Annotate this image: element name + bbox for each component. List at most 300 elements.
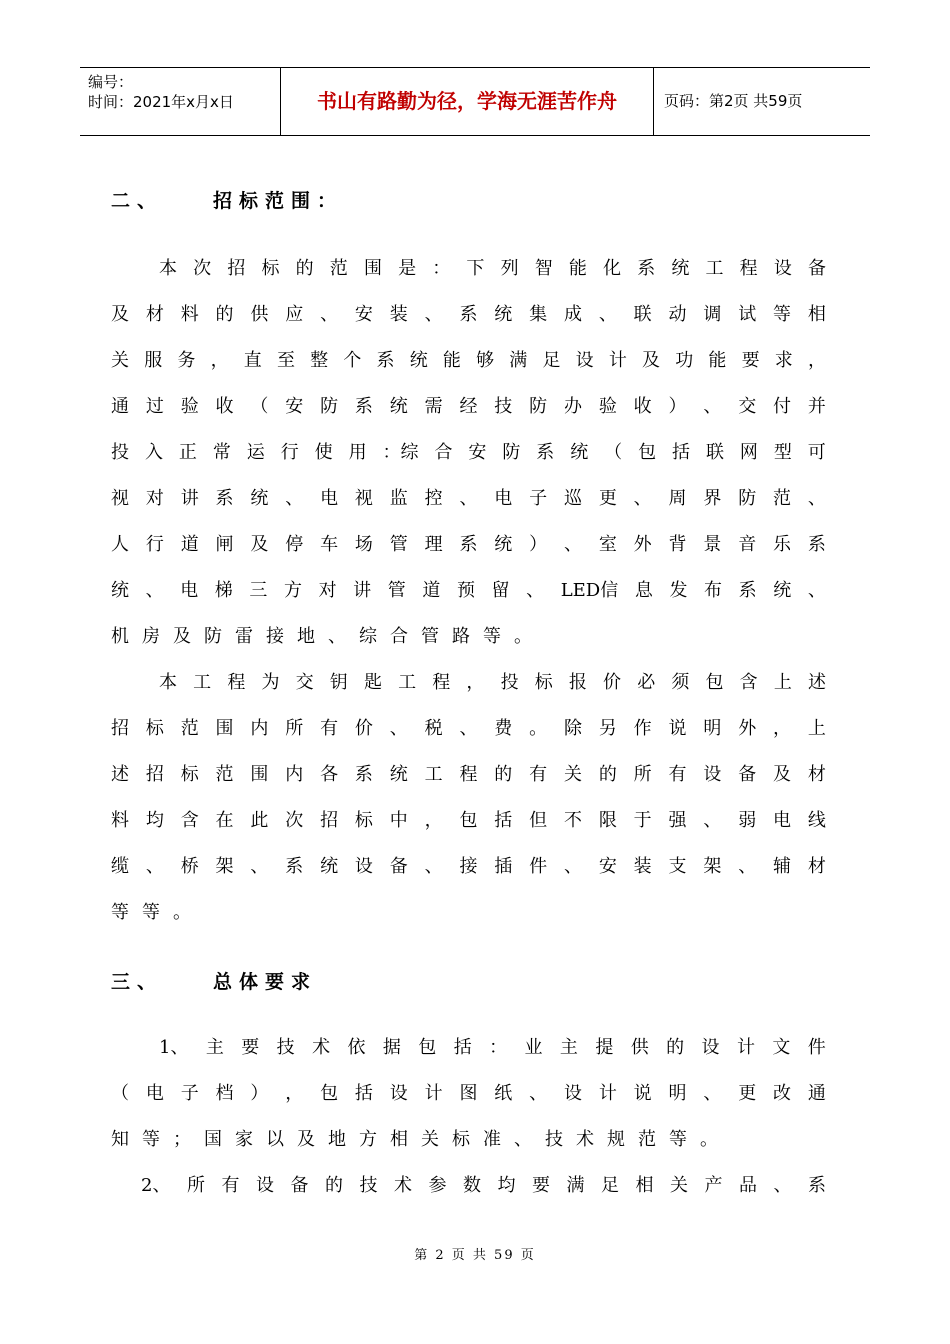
text-glyph: 料 — [180, 304, 199, 325]
text-line — [111, 522, 826, 568]
text-glyph: 。 — [514, 626, 532, 647]
text-glyph: 有 — [529, 764, 548, 785]
text-glyph: 标 — [180, 764, 199, 785]
text-line — [111, 246, 826, 292]
text-line — [111, 752, 826, 798]
text-glyph: 路 — [452, 626, 470, 647]
text-glyph: 集 — [529, 304, 548, 325]
text-glyph: 验 — [598, 396, 617, 417]
text-glyph: 材 — [807, 764, 826, 785]
text-glyph: ， — [807, 350, 826, 371]
text-glyph: 运 — [246, 442, 265, 463]
text-glyph: 招 — [111, 718, 129, 739]
text-glyph: 求 — [774, 350, 793, 371]
text-glyph: 背 — [668, 534, 687, 555]
text-glyph: 税 — [424, 718, 443, 739]
text-glyph: 下 — [466, 258, 485, 279]
text-glyph: 统 — [409, 350, 428, 371]
text-glyph: 投 — [111, 442, 129, 463]
text-glyph: 架 — [215, 856, 234, 877]
text-glyph: 明 — [668, 1083, 687, 1104]
text-glyph: 管 — [421, 626, 439, 647]
text-glyph: 统 — [494, 534, 513, 555]
text-glyph: 是 — [398, 258, 417, 279]
text-glyph: 作 — [633, 718, 652, 739]
text-glyph: 本 — [159, 672, 177, 693]
text-glyph: 场 — [354, 534, 373, 555]
text-glyph: 系 — [807, 534, 826, 555]
text-glyph: 电 — [180, 580, 199, 601]
text-glyph: 计 — [608, 350, 627, 371]
text-glyph: 管 — [389, 534, 408, 555]
text-glyph: 界 — [703, 488, 722, 509]
text-glyph: 知 — [111, 1129, 129, 1150]
text-glyph: 弱 — [738, 810, 757, 831]
text-glyph: 技 — [276, 1037, 295, 1058]
text-glyph: 提 — [595, 1037, 614, 1058]
text-glyph: 统 — [494, 304, 513, 325]
text-glyph: 术 — [393, 1175, 412, 1196]
text-glyph: 室 — [598, 534, 617, 555]
text-glyph: 统 — [389, 396, 408, 417]
time-label: 时间：2021年x月x日 — [88, 93, 234, 111]
text-line — [111, 568, 826, 614]
text-glyph: 程 — [432, 672, 451, 693]
text-glyph: 直 — [243, 350, 262, 371]
text-glyph: 、 — [285, 488, 304, 509]
text-glyph: 交 — [295, 672, 314, 693]
text-glyph: 防 — [204, 626, 222, 647]
section-number: 二、 — [111, 190, 164, 212]
text-glyph: 纸 — [494, 1083, 513, 1104]
text-glyph: 标 — [452, 1129, 470, 1150]
text-glyph: 系 — [459, 304, 478, 325]
text-line — [111, 384, 826, 430]
text-glyph: 防 — [320, 396, 339, 417]
text-glyph: 的 — [598, 764, 617, 785]
text-glyph: 述 — [807, 672, 826, 693]
text-glyph: 准 — [483, 1129, 501, 1150]
text-glyph: 理 — [424, 534, 443, 555]
text-glyph: 监 — [389, 488, 408, 509]
text-glyph: 必 — [637, 672, 656, 693]
text-glyph: 招 — [227, 258, 246, 279]
text-glyph: 试 — [738, 304, 757, 325]
text-glyph: 地 — [328, 1129, 346, 1150]
text-glyph: 办 — [563, 396, 582, 417]
text-glyph: 材 — [145, 304, 164, 325]
text-glyph: 电 — [145, 1083, 164, 1104]
text-glyph: 插 — [494, 856, 513, 877]
text-glyph: 的 — [215, 304, 234, 325]
text-glyph: 品 — [738, 1175, 757, 1196]
text-glyph: 除 — [563, 718, 582, 739]
text-glyph: 管 — [387, 580, 406, 601]
text-glyph: 使 — [314, 442, 333, 463]
text-glyph: 至 — [276, 350, 295, 371]
text-glyph: 缆 — [111, 856, 129, 877]
text-glyph: 价 — [354, 718, 373, 739]
text-glyph: 有 — [320, 718, 339, 739]
text-glyph: 技 — [494, 396, 513, 417]
text-glyph: 设 — [255, 1175, 274, 1196]
text-glyph: 系 — [536, 442, 555, 463]
text-glyph: LED信 — [560, 580, 619, 601]
text-glyph: 统 — [111, 580, 129, 601]
text-glyph: 、 — [598, 304, 617, 325]
text-glyph: 图 — [459, 1083, 478, 1104]
text-glyph: 等 — [669, 1129, 687, 1150]
text-glyph: ： — [432, 258, 451, 279]
text-glyph: 包 — [459, 810, 478, 831]
text-glyph: 正 — [178, 442, 197, 463]
text-glyph: 为 — [261, 672, 280, 693]
text-glyph: 足 — [600, 1175, 619, 1196]
text-glyph: 含 — [739, 672, 758, 693]
text-line — [111, 660, 826, 706]
text-glyph: 统 — [570, 442, 589, 463]
text-glyph: 材 — [807, 856, 826, 877]
text-glyph: 方 — [283, 580, 302, 601]
text-glyph: 招 — [320, 810, 339, 831]
text-glyph: 关 — [111, 350, 129, 371]
section-heading-requirements — [111, 967, 317, 994]
text-glyph: 。 — [529, 718, 548, 739]
text-glyph: 2、 — [141, 1175, 171, 1196]
text-glyph: 技 — [545, 1129, 563, 1150]
text-glyph: 统 — [389, 764, 408, 785]
text-glyph: 更 — [738, 1083, 757, 1104]
text-glyph: 智 — [534, 258, 553, 279]
text-glyph: 电 — [494, 488, 513, 509]
text-glyph: 改 — [773, 1083, 792, 1104]
text-glyph: 入 — [144, 442, 163, 463]
text-glyph: 及 — [173, 626, 191, 647]
text-glyph: 均 — [145, 810, 164, 831]
text-glyph: 线 — [807, 810, 826, 831]
paragraph-requirements — [111, 1025, 826, 1209]
text-glyph: 桥 — [180, 856, 199, 877]
text-glyph: 的 — [324, 1175, 343, 1196]
text-glyph: 内 — [285, 764, 304, 785]
text-glyph: 整 — [310, 350, 329, 371]
text-glyph: 、 — [459, 718, 478, 739]
text-glyph: 工 — [398, 672, 417, 693]
text-glyph: 能 — [708, 350, 727, 371]
text-glyph: 电 — [773, 810, 792, 831]
text-glyph: 范 — [638, 1129, 656, 1150]
text-glyph: 标 — [145, 718, 164, 739]
text-glyph: 装 — [633, 856, 652, 877]
text-glyph: 行 — [280, 442, 299, 463]
text-glyph: 装 — [389, 304, 408, 325]
text-glyph: 过 — [145, 396, 164, 417]
text-line — [111, 844, 826, 890]
text-glyph: 验 — [180, 396, 199, 417]
text-glyph: 包 — [418, 1037, 437, 1058]
text-glyph: （ — [604, 442, 623, 463]
text-glyph: 相 — [807, 304, 826, 325]
text-glyph: 人 — [111, 534, 129, 555]
text-glyph: 标 — [354, 810, 373, 831]
text-glyph: 、 — [320, 304, 339, 325]
text-glyph: 等 — [483, 626, 501, 647]
text-glyph: 强 — [668, 810, 687, 831]
text-glyph: 满 — [566, 1175, 585, 1196]
text-glyph: 、 — [328, 626, 346, 647]
text-glyph: 设 — [703, 764, 722, 785]
text-glyph: 要 — [241, 1037, 260, 1058]
text-glyph: 、 — [807, 488, 826, 509]
text-glyph: 等 — [773, 304, 792, 325]
section-title: 招标范围： — [213, 190, 344, 212]
text-glyph: 视 — [111, 488, 129, 509]
text-glyph: 计 — [736, 1037, 755, 1058]
text-glyph: 备 — [738, 764, 757, 785]
text-glyph: 、 — [738, 856, 757, 877]
text-glyph: 雷 — [235, 626, 253, 647]
text-glyph: 关 — [421, 1129, 439, 1150]
text-glyph: 包 — [320, 1083, 339, 1104]
text-glyph: 子 — [180, 1083, 199, 1104]
text-glyph: 、 — [459, 488, 478, 509]
text-glyph: 架 — [703, 856, 722, 877]
text-glyph: ： — [489, 1037, 508, 1058]
text-line — [111, 338, 826, 384]
page-header — [80, 67, 870, 136]
text-glyph: 另 — [598, 718, 617, 739]
text-glyph: 文 — [772, 1037, 791, 1058]
text-glyph: 匙 — [363, 672, 382, 693]
text-glyph: 安 — [354, 304, 373, 325]
text-glyph: 包 — [705, 672, 724, 693]
text-glyph: 件 — [807, 1037, 826, 1058]
text-glyph: 统 — [320, 856, 339, 877]
text-glyph: 接 — [266, 626, 284, 647]
text-line — [111, 1025, 826, 1071]
text-glyph: 费 — [494, 718, 513, 739]
text-glyph: 业 — [524, 1037, 543, 1058]
text-glyph: 供 — [630, 1037, 649, 1058]
text-glyph: ， — [210, 350, 229, 371]
text-glyph: 术 — [576, 1129, 594, 1150]
text-glyph: 系 — [807, 1175, 826, 1196]
text-glyph: 收 — [215, 396, 234, 417]
text-glyph: 备 — [290, 1175, 309, 1196]
text-glyph: 道 — [422, 580, 441, 601]
text-glyph: 地 — [297, 626, 315, 647]
text-glyph: 及 — [111, 304, 129, 325]
text-glyph: 系 — [215, 488, 234, 509]
text-glyph: 、 — [563, 856, 582, 877]
text-glyph: 、 — [703, 1083, 722, 1104]
text-glyph: 标 — [261, 258, 280, 279]
text-glyph: 关 — [669, 1175, 688, 1196]
text-glyph: 子 — [529, 488, 548, 509]
text-glyph: 次 — [193, 258, 212, 279]
text-glyph: 、 — [389, 718, 408, 739]
text-glyph: 各 — [320, 764, 339, 785]
paragraph-scope — [111, 246, 826, 936]
text-glyph: 列 — [500, 258, 519, 279]
text-glyph: 要 — [741, 350, 760, 371]
text-glyph: 音 — [738, 534, 757, 555]
header-motto: 书山有路勤为径，学海无涯苦作舟 — [281, 68, 654, 135]
text-glyph: ， — [773, 718, 792, 739]
text-glyph: 参 — [428, 1175, 447, 1196]
text-glyph: ） — [529, 534, 548, 555]
text-glyph: 括 — [672, 442, 690, 463]
text-glyph: （ — [250, 396, 269, 417]
text-glyph: 程 — [227, 672, 246, 693]
text-glyph: 设 — [389, 1083, 408, 1104]
text-glyph: 有 — [221, 1175, 240, 1196]
header-meta — [80, 68, 281, 135]
text-glyph: 、 — [526, 580, 545, 601]
text-glyph: 、 — [529, 1083, 548, 1104]
text-glyph: 及 — [250, 534, 269, 555]
text-glyph: 含 — [180, 810, 199, 831]
text-glyph: 能 — [568, 258, 587, 279]
text-glyph: 围 — [215, 718, 234, 739]
text-glyph: 等 — [111, 902, 129, 923]
text-glyph: 防 — [502, 442, 521, 463]
text-glyph: 辅 — [773, 856, 792, 877]
text-glyph: 安 — [468, 442, 487, 463]
text-glyph: 动 — [668, 304, 687, 325]
text-glyph: 要 — [531, 1175, 550, 1196]
text-glyph: 国 — [204, 1129, 222, 1150]
page-footer: 第 2 页 共 59 页 — [414, 1248, 536, 1263]
text-glyph: 数 — [462, 1175, 481, 1196]
text-glyph: 及 — [297, 1129, 315, 1150]
text-glyph: 机 — [111, 626, 129, 647]
text-glyph: 留 — [491, 580, 510, 601]
text-glyph: 更 — [598, 488, 617, 509]
text-line — [111, 706, 826, 752]
text-glyph: 景 — [703, 534, 722, 555]
text-glyph: 料 — [111, 810, 129, 831]
text-glyph: 梯 — [214, 580, 233, 601]
text-glyph: 的 — [295, 258, 314, 279]
text-glyph: 范 — [215, 764, 234, 785]
text-glyph: 括 — [453, 1037, 472, 1058]
text-glyph: 须 — [671, 672, 690, 693]
text-glyph: 付 — [773, 396, 792, 417]
text-glyph: 的 — [666, 1037, 685, 1058]
text-glyph: 本 — [159, 258, 177, 279]
text-glyph: 支 — [668, 856, 687, 877]
text-glyph: 成 — [563, 304, 582, 325]
text-glyph: 行 — [145, 534, 164, 555]
text-glyph: 、 — [807, 580, 826, 601]
text-glyph: 供 — [250, 304, 269, 325]
text-glyph: 服 — [144, 350, 163, 371]
text-glyph: 化 — [603, 258, 622, 279]
text-glyph: 计 — [598, 1083, 617, 1104]
text-glyph: 交 — [738, 396, 757, 417]
text-glyph: 及 — [642, 350, 660, 371]
text-line — [111, 430, 826, 476]
text-glyph: 、 — [424, 856, 443, 877]
text-glyph: 系 — [354, 396, 373, 417]
text-glyph: 所 — [633, 764, 652, 785]
text-glyph: 备 — [389, 856, 408, 877]
text-glyph: 价 — [603, 672, 622, 693]
text-glyph: 视 — [354, 488, 373, 509]
text-glyph: 停 — [285, 534, 304, 555]
text-glyph: 及 — [773, 764, 792, 785]
text-glyph: 讲 — [353, 580, 372, 601]
text-glyph: 上 — [807, 718, 826, 739]
text-glyph: 限 — [598, 810, 617, 831]
text-glyph: 内 — [250, 718, 269, 739]
text-glyph: 此 — [250, 810, 269, 831]
section-heading-scope — [111, 186, 343, 213]
text-glyph: 个 — [343, 350, 362, 371]
text-glyph: 型 — [773, 442, 792, 463]
text-glyph: ； — [173, 1129, 191, 1150]
text-glyph: 技 — [359, 1175, 378, 1196]
text-glyph: 1、 — [159, 1037, 189, 1058]
text-glyph: ：综 — [382, 442, 419, 463]
text-glyph: 用 — [348, 442, 367, 463]
text-glyph: 括 — [494, 810, 513, 831]
text-line — [111, 614, 826, 660]
text-glyph: 工 — [193, 672, 212, 693]
text-glyph: 功 — [675, 350, 694, 371]
text-glyph: 、 — [773, 1175, 792, 1196]
text-glyph: 外 — [633, 534, 652, 555]
text-glyph: 够 — [476, 350, 495, 371]
text-glyph: 据 — [382, 1037, 401, 1058]
text-glyph: 统 — [773, 580, 792, 601]
text-line — [111, 1071, 826, 1117]
text-glyph: 说 — [668, 718, 687, 739]
text-glyph: 包 — [638, 442, 657, 463]
text-glyph: 备 — [807, 258, 826, 279]
text-glyph: 均 — [497, 1175, 516, 1196]
text-glyph: 中 — [389, 810, 408, 831]
text-glyph: 方 — [359, 1129, 377, 1150]
text-glyph: 道 — [180, 534, 199, 555]
text-glyph: 、 — [514, 1129, 532, 1150]
text-glyph: （ — [111, 1083, 129, 1104]
text-glyph: 围 — [363, 258, 382, 279]
text-glyph: ） — [250, 1083, 269, 1104]
number-label: 编号： — [88, 73, 134, 91]
text-glyph: 可 — [807, 442, 826, 463]
text-glyph: ） — [668, 396, 687, 417]
text-glyph: ， — [285, 1083, 304, 1104]
text-line — [111, 1163, 826, 1209]
text-glyph: 闸 — [215, 534, 234, 555]
text-glyph: 网 — [739, 442, 758, 463]
text-glyph: 预 — [456, 580, 475, 601]
text-glyph: 设 — [563, 1083, 582, 1104]
text-glyph: 工 — [705, 258, 724, 279]
text-glyph: 通 — [807, 1083, 826, 1104]
text-glyph: 系 — [459, 534, 478, 555]
text-glyph: 主 — [559, 1037, 578, 1058]
text-glyph: 设 — [354, 856, 373, 877]
text-glyph: 、 — [145, 580, 164, 601]
text-glyph: 应 — [285, 304, 304, 325]
text-glyph: 统 — [250, 488, 269, 509]
text-glyph: 发 — [669, 580, 688, 601]
text-glyph: 防 — [738, 488, 757, 509]
text-glyph: 件 — [529, 856, 548, 877]
